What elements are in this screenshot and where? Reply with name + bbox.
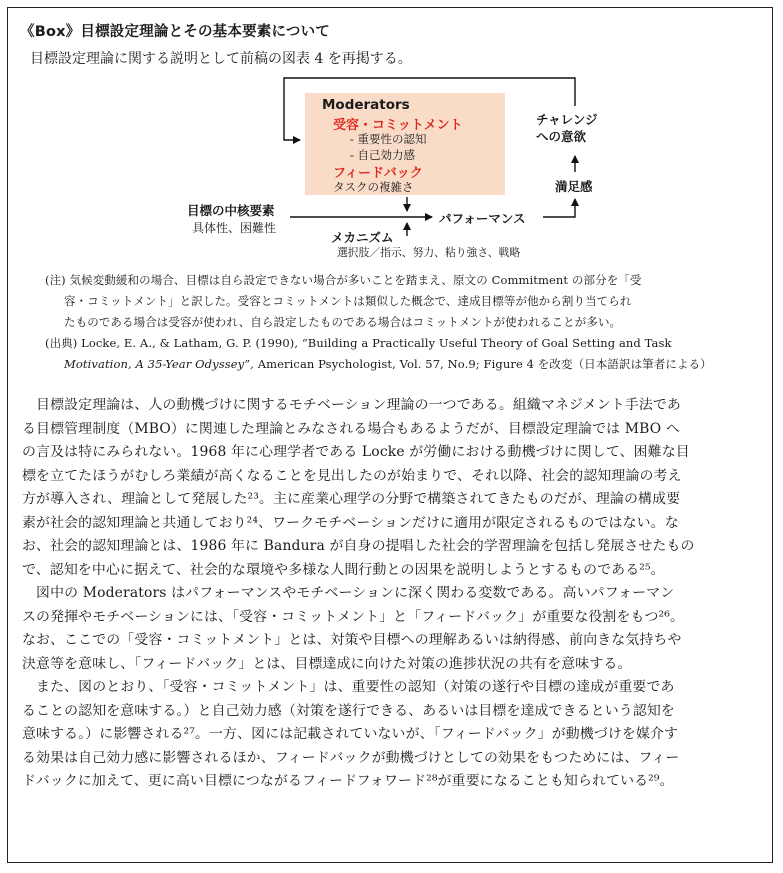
body-line: る効果は自己効力感に影響されるほか、フィードバックが動機づけとしての効果をもつためには、フィー — [22, 749, 680, 766]
note-line-2: 容・コミットメント」と訳した。受容とコミットメントは類似した概念で、達成目標等が他から割り当てられ — [64, 294, 632, 308]
performance-label: パフォーマンス — [439, 211, 526, 226]
source-publication: American Psychologist, Vol. 57, No.9; Figure 4 を改変（日本語訳は筆者による） — [253, 357, 712, 371]
intro-text: 目標設定理論に関する説明として前稿の図表 4 を再掲する。 — [30, 51, 412, 67]
challenge-label-1: チャレンジ — [536, 112, 598, 127]
body-text — [22, 394, 762, 794]
body-line: ることの認知を意味する。）と自己効力感（対策を遂行できる、あるいは目標を達成できるという認知を — [22, 702, 675, 719]
body-line: ドバックに加えて、更に高い目標につながるフィードフォワード²⁸が重要になることも知られている²⁹。 — [22, 773, 674, 789]
commitment-sub-selfefficacy: - 自己効力感 — [350, 148, 416, 162]
task-complexity-label: タスクの複雑さ — [333, 180, 414, 194]
core-elements-sub: 具体性、困難性 — [192, 221, 277, 235]
note-line-3: たものである場合は受容が使われ、自ら設定したものである場合はコミットメントが使われることが多い。 — [64, 315, 622, 329]
body-line: 方が導入され、理論として発展した²³。主に産業心理学の分野で構築されてきたものだが、理論の構成要 — [22, 491, 681, 507]
mechanism-label: メカニズム — [331, 230, 394, 245]
satisfaction-label: 満足感 — [555, 179, 593, 194]
body-line: 意味する。）に影響される²⁷。一方、図には記載されていないが、「フィードバック」が動機づけを媒介す — [22, 726, 679, 742]
body-line: 目標設定理論は、人の動機づけに関するモチベーション理論の一つである。組織マネジメント手法であ — [22, 397, 681, 413]
body-line: 決意等を意味し、「フィードバック」とは、目標達成に向けた対策の進捗状況の共有を意味する。 — [22, 655, 632, 672]
body-line: る目標管理制度（MBO）に関連した理論とみなされる場合もあるようだが、目標設定理論では MBO へ — [22, 420, 680, 437]
note-line-1: (注) 気候変動緩和の場合、目標は自ら設定できない場合が多いことを踏まえ、原文の Commitment の部分を「受 — [45, 273, 642, 287]
commitment-label: 受容・コミットメント — [333, 118, 463, 133]
body-line: お、社会的認知理論とは、1986 年に Bandura が自身の提唱した社会的学習理論を包括し発展させたもの — [22, 538, 695, 554]
body-line: で、認知を中心に据えて、社会的な環境や多様な人間行動との因果を説明しようとするものである²⁵。 — [22, 561, 665, 578]
box-title: 《Box》目標設定理論とその基本要素について — [20, 24, 330, 40]
body-line: なお、ここでの「受容・コミットメント」とは、対策や目標への理解あるいは納得感、前向きな気持ちや — [22, 632, 682, 648]
moderators-heading: Moderators — [322, 97, 410, 113]
source-title-italic: Motivation, A 35-Year Odyssey”, — [64, 357, 254, 371]
source-line-2 — [64, 356, 712, 372]
body-line: の言及は特にみられない。1968 年に心理学者である Locke が労働における動機づけに関して、困難な目 — [22, 444, 690, 460]
body-line: 図中の Moderators はパフォーマンスやモチベーションに深く関わる変数である。高いパフォーマン — [22, 585, 675, 601]
feedback-label: フィードバック — [333, 166, 423, 181]
body-line: スの発揮やモチベーションには、「受容・コミットメント」と「フィードバック」が重要な役割をもつ²⁶。 — [22, 608, 685, 625]
core-elements-label: 目標の中核要素 — [187, 203, 275, 218]
body-line: また、図のとおり、「受容・コミットメント」は、重要性の認知（対策の遂行や目標の達成が重要であ — [22, 679, 675, 695]
mechanism-sub: 選択肢／指示、努力、粘り強さ、戦略 — [337, 246, 521, 259]
commitment-sub-importance: - 重要性の認知 — [350, 132, 427, 146]
source-line-1: (出典) Locke, E. A., & Latham, G. P. (1990), “Building a Practically Useful Theory of Goal Setting and Task — [45, 336, 672, 350]
challenge-label-2: への意欲 — [536, 129, 587, 144]
body-line: 素が社会的認知理論と共通しており²⁴、ワークモチベーションだけに適用が限定されるものではない。な — [22, 514, 679, 531]
body-line: 標を立てたほうがむしろ業績が高くなることを見出したのが始まりで、それ以降、社会的認知理論の考え — [22, 467, 682, 484]
